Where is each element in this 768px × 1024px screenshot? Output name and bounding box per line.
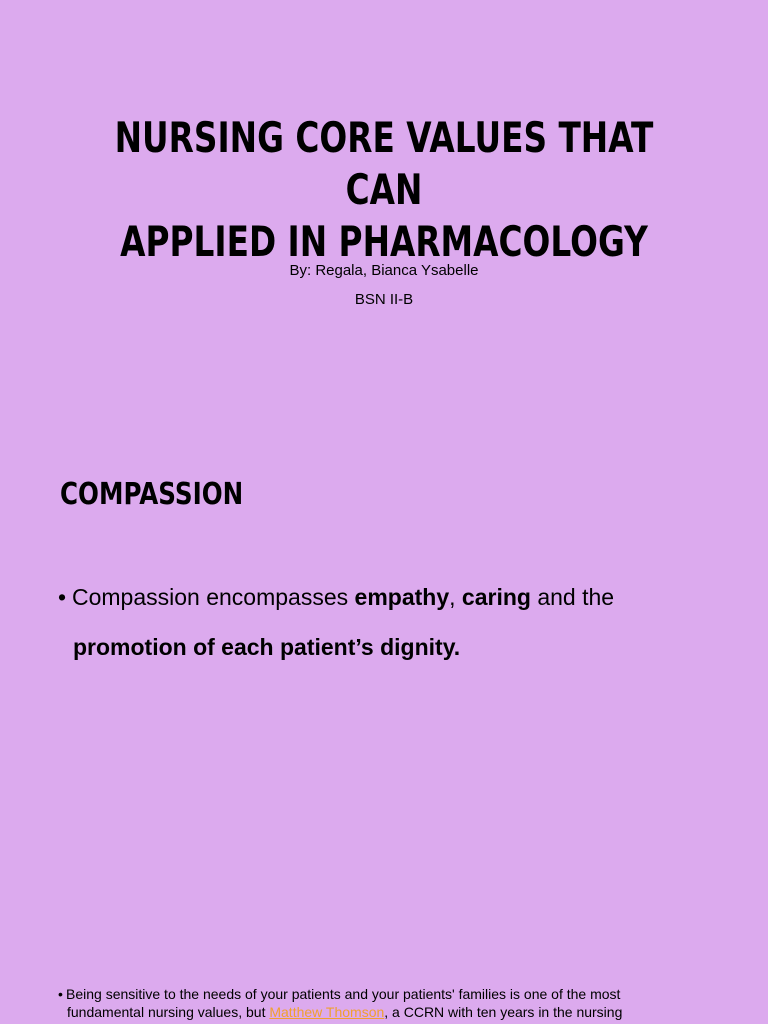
footnote-link[interactable]: Matthew Thomson — [269, 1004, 385, 1020]
compassion-bullet — [58, 572, 738, 672]
bullet-bold-caring: caring — [461, 584, 531, 610]
bullet-text-1: Compassion encompasses — [72, 584, 355, 610]
slide-title-line-1: NURSING CORE VALUES THAT CAN — [114, 113, 654, 214]
footnote-text-2: fundamental nursing values, but — [67, 1004, 270, 1020]
bullet-separator: , — [449, 584, 462, 610]
bullet-bold-empathy: empathy — [354, 584, 450, 610]
slide-title-line-2: APPLIED IN PHARMACOLOGY — [120, 217, 648, 266]
bullet-dot-icon: • — [58, 584, 67, 610]
footnote-text-3: , a CCRN with ten years in the nursing — [384, 1004, 623, 1020]
author-name: By: Regala, Bianca Ysabelle — [289, 262, 479, 279]
footnote-dot-icon: • — [58, 986, 63, 1002]
footnote-bullet — [58, 985, 738, 1021]
section-heading: COMPASSION — [60, 477, 244, 512]
slide-title — [84, 112, 683, 268]
footnote-text-1: Being sensitive to the needs of your patients and your patients' families is one of the most — [66, 986, 621, 1002]
bullet-bold-dignity: promotion of each patient’s dignity. — [73, 634, 461, 660]
bullet-text-2: and the — [530, 584, 615, 610]
author-class: BSN II-B — [354, 291, 414, 308]
